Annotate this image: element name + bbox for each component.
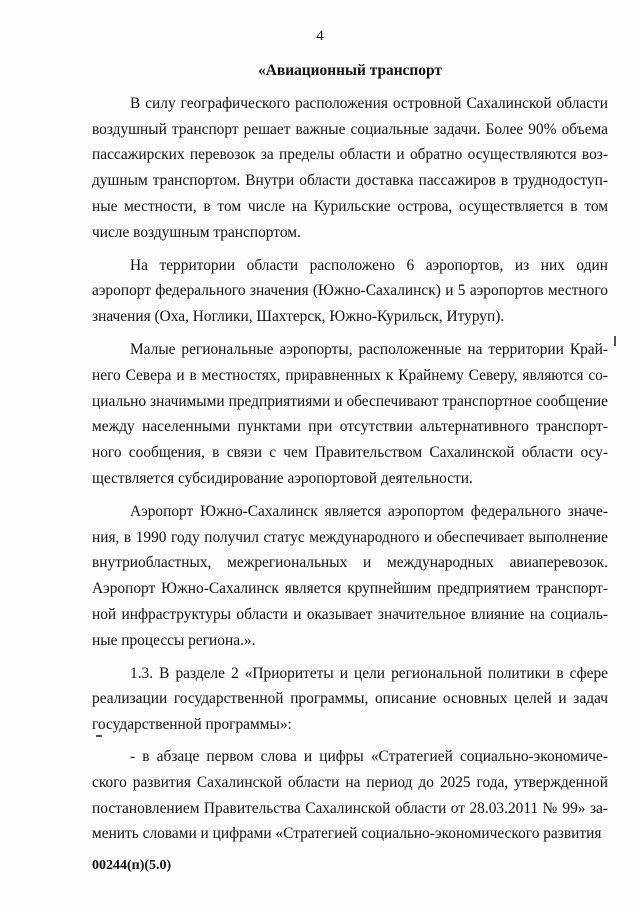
paragraph-2: На территории области расположено 6 аэропортов, из них один аэропорт федерального значения (Южно-Сахалинск) и 5 аэропортов местного значения (Оха, Ноглики, Шахтерск, Южно-Курильск, Итуруп). (92, 256, 608, 326)
paragraph-5: 1.3. В разделе 2 «Приоритеты и цели региональной политики в сфере реализации государственной программы, описание основных целей и задач государственной программы»: (92, 664, 608, 734)
paragraph-4: Аэропорт Южно-Сахалинск является аэропортом федерального значения, в 1990 году получил статус международного и обеспечивает выполнение внутриобластных, межрегиональных и международных авиаперевозок. Аэропорт Южно-Сахалинск является крупнейшим предприятием транспортной инфраструктуры области и оказывает значительное влияние на социальные процессы региона.». (92, 502, 608, 649)
section-heading: «Авиационный транспорт (258, 62, 442, 79)
document-code: 00244(п)(5.0) (92, 858, 172, 873)
paragraph-1: В силу географического расположения островной Сахалинской области воздушный транспорт решает важные социальные задачи. Более 90% объема пассажирских перевозок за пределы области и обратно осуществляются воздушным транспортом. Внутри области доставка пассажиров в труднодоступные местности, в том числе на Курильские острова, осуществляется в том числе воздушным транспортом. (92, 94, 608, 241)
paragraph-6: - в абзаце первом слова и цифры «Стратегией социально-экономического развития Сахалинской области на период до 2025 года, утвержденной постановлением Правительства Сахалинской области от 28.03.2011 № 99» заменить словами и цифрами «Стратегией социально-экономического развития (92, 747, 608, 843)
scan-mark (614, 336, 616, 346)
document-body (92, 58, 608, 854)
page-number: 4 (316, 28, 324, 44)
paragraph-3: Малые региональные аэропорты, расположенные на территории Крайнего Севера и в местностях, приравненных к Крайнему Северу, являются социально значимыми предприятиями и обеспечивают транспортное сообщение между населенными пунктами при отсутствии альтернативного транспортного сообщения, в связи с чем Правительством Сахалинской области осуществляется субсидирование аэропортовой деятельности. (92, 340, 608, 487)
scan-mark (96, 735, 102, 737)
